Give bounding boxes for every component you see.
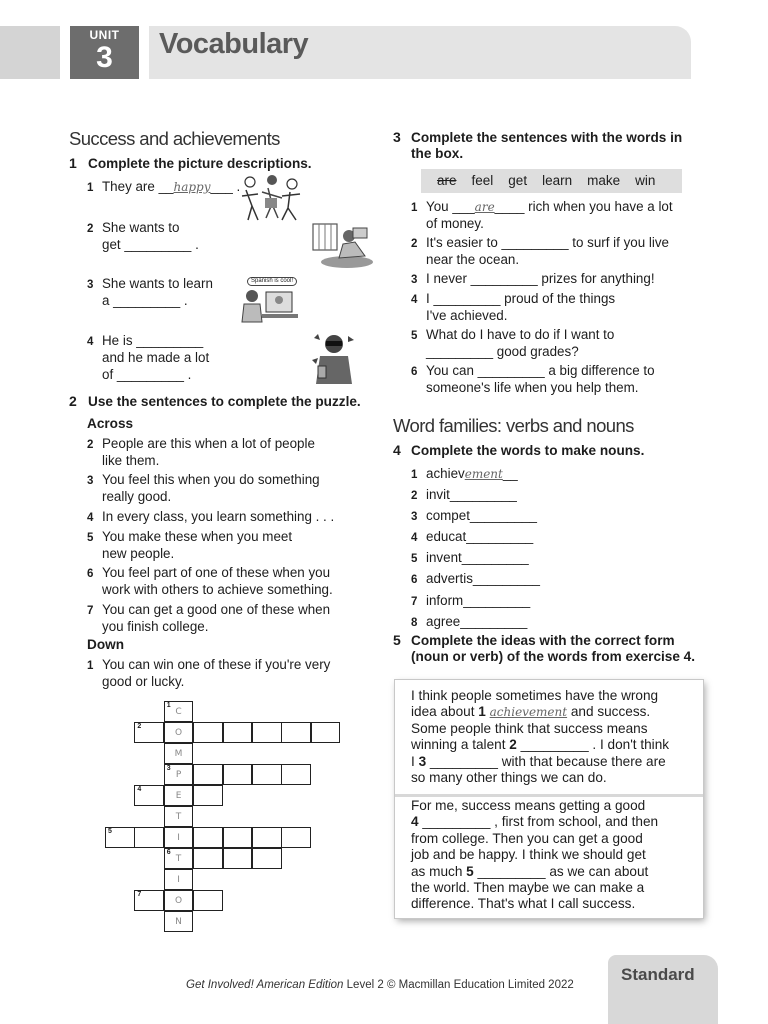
- item-text: I never _________ prizes for anything!: [426, 271, 655, 286]
- crossword-cell: [134, 827, 164, 848]
- text-paragraph-2: [411, 798, 701, 913]
- ex3-item-4: [411, 291, 615, 325]
- crossword-cell: [281, 827, 311, 848]
- item-text: I've achieved.: [426, 308, 508, 324]
- exercise-5-instruction: (noun or verb) of the words from exercise 4.: [411, 649, 696, 665]
- crossword-cell: [193, 722, 223, 743]
- exercise-2-number: 2: [69, 393, 77, 409]
- box-word: win: [635, 172, 656, 188]
- item-text: of _________ .: [102, 366, 192, 382]
- item-number: 1: [87, 182, 94, 194]
- crossword-cell: [193, 764, 223, 785]
- crossword-cell: [193, 827, 223, 848]
- clue-text: People are this when a lot of people: [102, 436, 315, 451]
- text-fragment: _________ , first from school, and then: [418, 814, 659, 830]
- down-clue-1: [87, 657, 330, 691]
- text-line: I think people sometimes have the wrong: [411, 688, 659, 703]
- header-side-block: [0, 26, 60, 79]
- text-paragraph-1: [411, 688, 701, 786]
- text-line: For me, success means getting a good: [411, 798, 646, 813]
- handwritten-answer: ement: [464, 467, 503, 481]
- crossword-cell: [223, 764, 253, 785]
- clue-number: 6: [87, 568, 94, 580]
- item-number: 8: [411, 616, 418, 629]
- text-line: [411, 737, 701, 753]
- clue-number: 7: [87, 605, 94, 617]
- page-title: Vocabulary: [159, 28, 309, 60]
- crossword-letter: P: [175, 770, 182, 780]
- crossword-cell: [164, 890, 194, 911]
- level-tab: [608, 955, 718, 1024]
- speech-bubble: Spanish is cool!: [247, 277, 297, 286]
- text-line: the world. Then maybe we can make a: [411, 880, 645, 896]
- item-number: 3: [411, 274, 418, 286]
- handwritten-answer: achievement: [489, 705, 568, 720]
- gap-number: 2: [509, 737, 517, 753]
- section-title-word-families: Word families: verbs and nouns: [393, 415, 634, 436]
- exercise-2-instruction: Use the sentences to complete the puzzle.: [88, 394, 361, 409]
- item-text: of money.: [426, 216, 484, 232]
- crossword-letter: C: [175, 707, 182, 717]
- online-learning-illustration: [238, 286, 302, 326]
- exercise-5-heading: [393, 632, 695, 665]
- unit-number: 3: [96, 41, 113, 74]
- ex4-item-8: [411, 614, 540, 631]
- clue-number: 3: [87, 475, 94, 487]
- crossword-cell: [164, 722, 194, 743]
- crossword-letter: I: [177, 833, 180, 843]
- crossword-cell: [164, 764, 194, 785]
- exercise-5-number: 5: [393, 632, 401, 648]
- item-text: get _________ .: [102, 237, 199, 253]
- clue-text: In every class, you learn something . . .: [102, 509, 335, 524]
- ex3-item-6: [411, 363, 655, 397]
- handwritten-answer: are: [474, 200, 495, 214]
- crossword-clue-number: 3: [166, 765, 171, 772]
- crossword-letter: O: [175, 896, 183, 906]
- clue-text: good or lucky.: [102, 674, 185, 690]
- book-title: Get Involved! American Edition: [186, 979, 344, 991]
- item-number: 3: [411, 511, 418, 524]
- text-line: [411, 754, 701, 770]
- text-fragment: _________ as we can about: [473, 863, 649, 879]
- ex3-item-3: [411, 271, 655, 288]
- happy-friends-illustration: [238, 172, 304, 224]
- crossword-letter: T: [175, 854, 182, 864]
- text-fragment: idea about: [411, 704, 479, 720]
- handwritten-answer: happy: [173, 180, 211, 194]
- crossword-clue-number: 4: [137, 786, 142, 793]
- item-text: near the ocean.: [426, 252, 520, 268]
- item-text: invit_________: [426, 487, 517, 503]
- item-text: someone's life when you help them.: [426, 380, 639, 396]
- ex4-item-7: [411, 593, 540, 610]
- crossword-letter: O: [175, 728, 183, 738]
- ex3-item-5: [411, 327, 614, 361]
- text-fragment: I: [411, 753, 419, 769]
- item-number: 1: [411, 202, 418, 214]
- exercise-4-number: 4: [393, 442, 401, 458]
- clue-text: You feel part of one of these when you: [102, 565, 331, 580]
- clue-number: 2: [87, 439, 94, 451]
- item-text: __: [502, 466, 518, 481]
- crossword-clue-number: 6: [166, 849, 171, 856]
- crossword-clue-number: 1: [166, 702, 171, 709]
- box-word: learn: [542, 172, 573, 188]
- item-number: 4: [411, 294, 418, 306]
- copyright-text: Level 2 © Macmillan Education Limited 2022: [343, 979, 574, 991]
- crossword-cell: [164, 701, 194, 722]
- crossword-cell: [164, 806, 194, 827]
- text-line: difference. That's what I call success.: [411, 896, 636, 912]
- crossword-cell: [252, 827, 282, 848]
- item-text: He is _________: [102, 333, 204, 348]
- exercise-4-heading: [393, 442, 644, 459]
- gap-number: 3: [418, 753, 427, 769]
- ex1-item-3: [87, 276, 213, 310]
- crossword-cell: [252, 764, 282, 785]
- crossword-cell: [193, 785, 223, 806]
- across-clue-7: [87, 602, 330, 636]
- item-number: 5: [411, 553, 418, 566]
- box-word: are: [437, 172, 457, 188]
- crossword-cell: [164, 911, 194, 932]
- ex1-item-1: [87, 179, 240, 196]
- across-clue-6: [87, 565, 333, 599]
- crossword-cell: [164, 743, 194, 764]
- exercise-3-instruction: the box.: [411, 146, 464, 162]
- clue-number: 1: [87, 660, 94, 672]
- ex1-item-2: [87, 220, 199, 254]
- box-word: feel: [471, 172, 494, 188]
- box-word: get: [508, 172, 528, 188]
- exercise-3-number: 3: [393, 129, 401, 145]
- item-number: 1: [411, 469, 418, 481]
- crossword-letter: M: [174, 749, 183, 759]
- ex4-item-3: [411, 508, 540, 525]
- clue-number: 4: [87, 512, 94, 524]
- crossword-cell: [164, 848, 194, 869]
- item-number: 3: [87, 279, 94, 291]
- exercise-1-heading: [69, 155, 312, 172]
- text-line: [411, 864, 701, 880]
- item-text: ____ rich when you have a lot: [494, 199, 673, 214]
- across-clue-4: [87, 509, 334, 526]
- exercise-3-instruction: Complete the sentences with the words in: [411, 130, 683, 145]
- crossword-cell: [223, 722, 253, 743]
- exercise-4-instruction: Complete the words to make nouns.: [411, 443, 645, 458]
- item-number: 4: [87, 336, 94, 348]
- crossword-cell: [134, 722, 164, 743]
- crossword-cell: [164, 869, 194, 890]
- ex4-item-5: [411, 550, 540, 567]
- item-number: 5: [411, 330, 418, 342]
- ex1-item-4: [87, 333, 209, 383]
- text-line: job and be happy. I think we should get: [411, 847, 646, 863]
- item-number: 7: [411, 595, 418, 608]
- item-number: 6: [411, 574, 418, 587]
- clue-text: new people.: [102, 546, 175, 562]
- crossword-letter: I: [177, 875, 180, 885]
- crossword-cell: [223, 827, 253, 848]
- exercise-2-heading: [69, 393, 361, 410]
- item-text: invent_________: [426, 550, 529, 566]
- item-text: inform_________: [426, 592, 531, 608]
- crossword-cell: [252, 722, 282, 743]
- down-heading: Down: [87, 637, 124, 652]
- item-number: 2: [411, 490, 418, 503]
- item-number: 2: [87, 223, 94, 235]
- clue-text: You make these when you meet: [102, 529, 293, 544]
- text-line: from college. Then you can get a good: [411, 830, 643, 846]
- crossword-clue-number: 7: [137, 891, 142, 898]
- item-text: ___ .: [210, 179, 241, 194]
- clue-text: you finish college.: [102, 619, 209, 635]
- crossword-cell: [134, 890, 164, 911]
- gap-number: 5: [466, 863, 474, 879]
- exercise-1-instruction: Complete the picture descriptions.: [88, 156, 312, 171]
- item-text: She wants to learn: [102, 276, 213, 291]
- crossword-cell: [281, 764, 311, 785]
- item-text: educat_________: [426, 529, 534, 545]
- gap-number: 4: [411, 814, 419, 830]
- ex4-item-1: [411, 466, 540, 483]
- crossword-letter: T: [175, 812, 182, 822]
- across-clue-2: [87, 436, 315, 470]
- exercise-3-heading: [393, 129, 682, 162]
- item-number: 2: [411, 238, 418, 250]
- crossword-cell: [164, 827, 194, 848]
- clue-number: 5: [87, 532, 94, 544]
- text-fragment: _________ with that because there are: [426, 753, 666, 769]
- crossword-cell: [134, 785, 164, 806]
- box-word: make: [587, 172, 621, 188]
- ex4-item-6: [411, 571, 540, 588]
- item-text: advertis_________: [426, 571, 540, 587]
- word-box: [421, 169, 682, 193]
- unit-label: UNIT: [89, 28, 120, 42]
- clue-text: like them.: [102, 453, 160, 469]
- item-text: I _________ proud of the things: [426, 291, 616, 306]
- item-text: _________ good grades?: [426, 344, 579, 360]
- crossword-letter: N: [175, 917, 182, 927]
- clue-text: really good.: [102, 489, 172, 505]
- crossword-letter: E: [175, 791, 182, 801]
- woman-relaxing-illustration: [309, 222, 375, 270]
- crossword-clue-number: 2: [137, 723, 142, 730]
- exercise-5-instruction: Complete the ideas with the correct form: [411, 633, 675, 648]
- text-line: so many other things we can do.: [411, 770, 607, 786]
- crossword-cell: [252, 848, 282, 869]
- ex3-item-1: [411, 199, 673, 233]
- item-text: compet_________: [426, 508, 537, 524]
- gap-number: 1: [478, 704, 486, 720]
- crossword-clue-number: 5: [108, 828, 112, 835]
- exercise-1-number: 1: [69, 155, 77, 171]
- ex3-item-2: [411, 235, 669, 269]
- crossword-cell: [281, 722, 311, 743]
- text-fragment: winning a talent: [411, 737, 510, 753]
- item-text: She wants to: [102, 220, 180, 235]
- clue-text: You feel this when you do something: [102, 472, 320, 487]
- text-fragment: and success.: [567, 704, 651, 720]
- text-line: Some people think that success means: [411, 720, 648, 736]
- section-title-success: Success and achievements: [69, 128, 280, 149]
- reading-text-box: [395, 680, 703, 918]
- item-number: 4: [411, 532, 418, 545]
- ex4-item-2: [411, 487, 540, 504]
- item-text: What do I have to do if I want to: [426, 327, 615, 342]
- unit-badge: [70, 26, 139, 79]
- item-text: agree_________: [426, 613, 528, 629]
- item-text: It's easier to _________ to surf if you live: [426, 235, 669, 250]
- text-fragment: as much: [411, 863, 467, 879]
- item-text: a _________ .: [102, 293, 188, 309]
- text-line: [411, 814, 701, 830]
- clue-text: work with others to achieve something.: [102, 582, 333, 598]
- across-clue-3: [87, 472, 320, 506]
- text-fragment: _________ . I don't think: [516, 737, 670, 753]
- item-number: 6: [411, 366, 418, 378]
- crossword-cell: [311, 722, 341, 743]
- text-line: [411, 704, 701, 720]
- crossword-cell: [105, 827, 135, 848]
- item-text: and he made a lot: [102, 350, 210, 366]
- item-text: achiev: [426, 466, 465, 481]
- crossword-cell: [223, 848, 253, 869]
- clue-text: You can get a good one of these when: [102, 602, 331, 617]
- text-box-divider: [395, 794, 703, 797]
- clue-text: You can win one of these if you're very: [102, 657, 331, 672]
- ex4-item-4: [411, 529, 540, 546]
- celebrity-illustration: [308, 330, 358, 386]
- level-label: Standard: [621, 965, 695, 984]
- item-text: You ___: [426, 199, 475, 214]
- crossword-cell: [193, 890, 223, 911]
- crossword-cell: [164, 785, 194, 806]
- item-text: You can _________ a big difference to: [426, 363, 655, 378]
- title-bar: [149, 26, 691, 79]
- item-text: They are __: [102, 179, 174, 194]
- across-clue-5: [87, 529, 292, 563]
- crossword-cell: [193, 848, 223, 869]
- ex4-items: [411, 466, 540, 631]
- across-heading: Across: [87, 416, 134, 431]
- copyright-footer: [186, 977, 574, 993]
